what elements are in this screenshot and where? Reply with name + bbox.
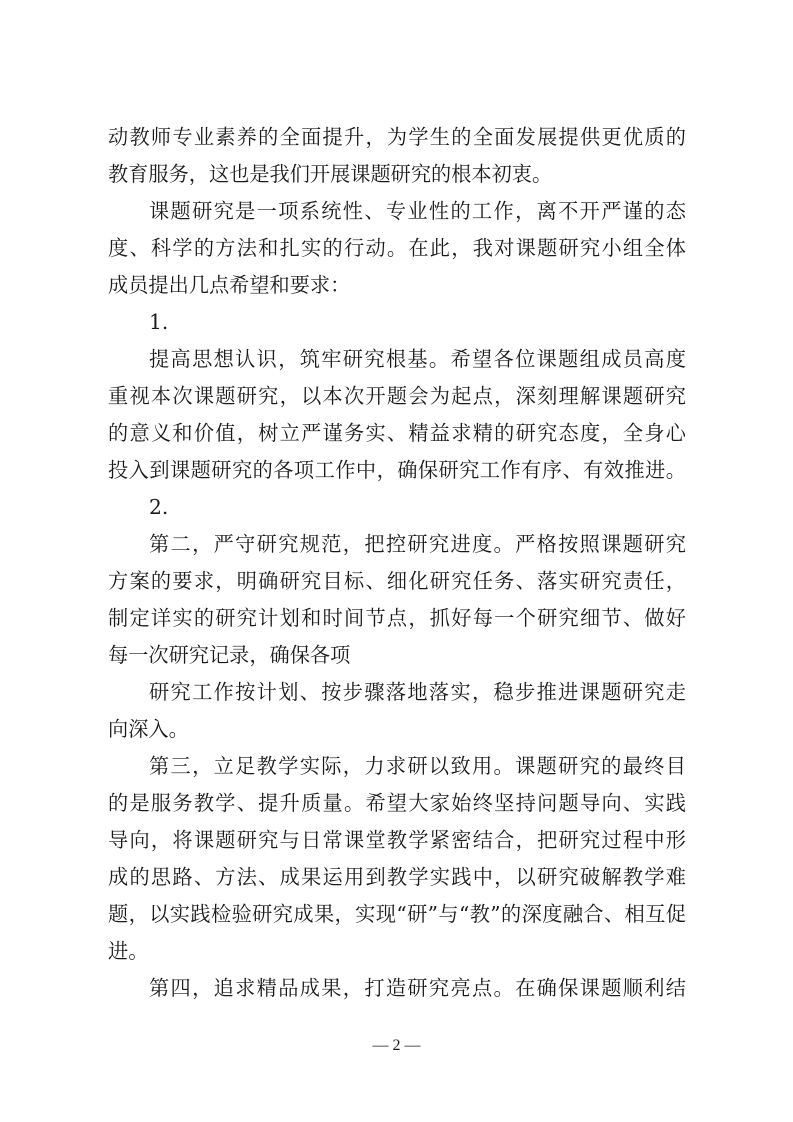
list-number: 1. [149, 310, 169, 334]
page-number: — 2 — [372, 1037, 421, 1054]
text-line: 第四，追求精品成果，打造研究亮点。在确保课题顺利结 [149, 976, 686, 1000]
text-line: 度、科学的方法和扎实的行动。在此，我对课题研究小组全体 [108, 236, 686, 260]
text-line: 向深入。 [108, 717, 189, 741]
text-line: 每一次研究记录，确保各项 [108, 643, 351, 667]
text-line: 研究工作按计划、按步骤落地落实，稳步推进课题研究走 [149, 680, 686, 704]
text-line: 动教师专业素养的全面提升，为学生的全面发展提供更优质的 [108, 125, 686, 149]
text-line: 重视本次课题研究，以本次开题会为起点，深刻理解课题研究 [108, 384, 686, 408]
text-line: 教育服务，这也是我们开展课题研究的根本初衷。 [108, 162, 553, 186]
text-line: 提高思想认识，筑牢研究根基。希望各位课题组成员高度 [149, 347, 686, 371]
text-line: 课题研究是一项系统性、专业性的工作，离不开严谨的态 [149, 199, 686, 223]
text-line: 成的思路、方法、成果运用到教学实践中，以研究破解教学难 [108, 865, 686, 889]
text-line: 制定详实的研究计划和时间节点，抓好每一个研究细节、做好 [108, 606, 686, 630]
list-number: 2. [149, 495, 169, 519]
text-line: 成员提出几点希望和要求： [108, 273, 351, 297]
text-line: 题，以实践检验研究成果，实现“研”与“教”的深度融合、相互促 [108, 902, 686, 926]
text-line: 投入到课题研究的各项工作中，确保研究工作有序、有效推进。 [108, 458, 686, 482]
text-line: 的是服务教学、提升质量。希望大家始终坚持问题导向、实践 [108, 791, 686, 815]
text-line: 方案的要求，明确研究目标、细化研究任务、落实研究责任， [108, 569, 686, 593]
text-line: 第三，立足教学实际，力求研以致用。课题研究的最终目 [149, 754, 686, 778]
body-text [108, 119, 686, 1007]
text-line: 进。 [108, 939, 149, 963]
text-line: 的意义和价值，树立严谨务实、精益求精的研究态度，全身心 [108, 421, 686, 445]
text-line: 第二，严守研究规范，把控研究进度。严格按照课题研究 [149, 532, 686, 556]
text-line: 导向，将课题研究与日常课堂教学紧密结合，把研究过程中形 [108, 828, 686, 852]
